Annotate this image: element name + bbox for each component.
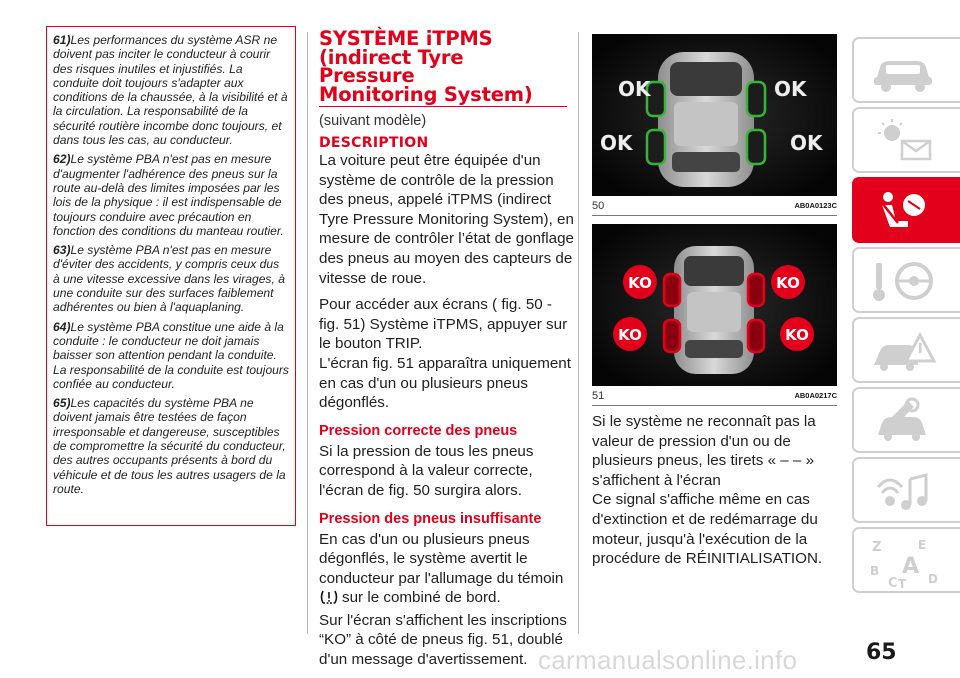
tab-multimedia[interactable] (852, 457, 960, 523)
figure-51-tpms-ko (592, 224, 837, 386)
section-title: SYSTÈME iTPMS (indirect Tyre Pressure Monitoring System) (319, 27, 533, 106)
svg-text:D: D (928, 572, 938, 586)
main-column (319, 27, 575, 670)
subheading-correct-pressure: Pression correcte des pneus (319, 422, 518, 439)
paragraph: Ce signal s'affiche même en cas d'extinction et de redémarrage du moteur, jusqu'à l'exécution de la procédure de RÉINITIALISATION. (592, 491, 823, 568)
tire-rear-right (747, 130, 765, 164)
column-divider (307, 32, 308, 634)
svg-text:A: A (902, 554, 920, 579)
warning-note: 65)Les capacités du système PBA ne doivent jamais être testées de façon irresponsable et dangereuse, susceptibles de compromettre la sécurité du conducteur, des autres occupants présents à bord du véhicule et de tous les autres usagers de la route. (53, 396, 286, 496)
tire-rear-right (748, 320, 764, 352)
page-number: 65 (866, 640, 897, 665)
multimedia-icon (868, 467, 938, 515)
car-topview-ko (592, 224, 837, 386)
paragraph: Si la pression de tous les pneus correspond à la valeur correcte, l'écran de fig. 50 surgira alors. (319, 442, 534, 499)
warning-note: 61)Les performances du système ASR ne doivent pas inciter le conducteur à courir des risques inutiles et injustifiés. La conduite doit toujours s'adapter aux conditions de la chaussée, à la visibilité et à la circulation. La responsabilité de la sécurité routière incombe donc toujours, et dans tous les cas, au conducteur. (53, 33, 288, 148)
warning-note: 62)Le système PBA n'est pas en mesure d'augmenter l'adhérence des pneus sur la route au-delà des limites imposées par les lois de la physique : il est indispensable de toujours conduire avec précaution en fonction des conditions du manteau routier. (53, 152, 284, 238)
paragraph: En cas d'un ou plusieurs pneus dégonflés, le système avertit le conducteur par l'allumage du témoin sur le combiné de bord. (319, 530, 575, 611)
chapter-tabs (852, 37, 960, 597)
tab-index[interactable] (852, 527, 960, 593)
tab-safety[interactable] (852, 177, 960, 243)
tab-emergency[interactable] (852, 317, 960, 383)
tpms-warning-icon (319, 589, 339, 611)
car-topview-ok (592, 34, 837, 196)
svg-text:B: B (870, 564, 880, 578)
svg-text:Z: Z (872, 540, 882, 555)
seatbelt-airbag-icon (868, 187, 938, 235)
tab-car[interactable] (852, 37, 960, 103)
paragraph: Si le système ne reconnaît pas la valeur de pression d'un ou de plusieurs pneus, les tirets « – – » s'affichent à l'écran (592, 413, 816, 489)
watermark: carmanualsonline.info (538, 645, 798, 675)
paragraph: Pour accéder aux écrans ( fig. 50 - fig. 51) Système iTPMS, appuyer sur le bouton TRIP. (319, 296, 568, 353)
tire-status-label: OK (618, 77, 651, 101)
warning-lights-icon (868, 117, 938, 165)
breakdown-triangle-icon (868, 327, 938, 375)
tire-status-label: OK (790, 131, 823, 155)
figure-caption (592, 386, 837, 406)
paragraph: Sur l'écran s'affichent les inscriptions “KO” à côté de pneus fig. 51, doublé d'un message d'avertissement. (319, 611, 567, 669)
car-icon (868, 47, 938, 95)
svg-text:C: C (888, 576, 898, 589)
tire-status-label: KO (628, 274, 652, 292)
tire-status-label: OK (600, 131, 633, 155)
tire-front-left (664, 274, 680, 306)
figure-number: 50 (592, 199, 605, 212)
subtitle: (suivant modèle) (319, 113, 427, 129)
tab-maintenance[interactable] (852, 387, 960, 453)
tab-starting-driving[interactable] (852, 247, 960, 313)
tire-front-right (747, 82, 765, 116)
figure-code: AB0A0123C (794, 201, 837, 210)
figure-code: AB0A0217C (794, 391, 837, 400)
tire-status-label: KO (785, 326, 809, 344)
warning-note: 63)Le système PBA n'est pas en mesure d'éviter des accidents, y compris ceux dus à une vitesse excessive dans les virages, à une conduite sur des surfaces faiblement adhérentes ou bien à l'aquaplaning. (53, 243, 285, 315)
warning-note: 64)Le système PBA constitue une aide à la conduite : le conducteur ne doit jamais baisser son attention pendant la conduite. La responsabilité de la conduite est toujours confiée au conducteur. (53, 319, 289, 391)
paragraph: L'écran fig. 51 apparaîtra uniquement en cas d'un ou plusieurs pneus dégonflés. (319, 354, 571, 412)
column-divider (578, 32, 579, 634)
tire-status-label: KO (776, 274, 800, 292)
figure-50-tpms-ok (592, 34, 837, 196)
tire-rear-left (647, 130, 665, 164)
tire-status-label: OK (774, 77, 807, 101)
tire-status-label: KO (618, 326, 642, 344)
index-icon (868, 537, 948, 589)
figure-number: 51 (592, 389, 605, 402)
right-column (592, 34, 837, 569)
tire-rear-left (664, 320, 680, 352)
tire-front-right (748, 274, 764, 306)
paragraph: La voiture peut être équipée d'un système de contrôle de la pression des pneus, appelé iTPMS (indirect Tyre Pressure Monitoring System), en mesure de contrôler l’état de gonflage des pneus au moyen des capteurs de vitesse de roue. (319, 152, 574, 287)
svg-text:T: T (898, 577, 907, 589)
title-underline (319, 106, 567, 107)
tab-warning-lights[interactable] (852, 107, 960, 173)
figure-caption (592, 196, 837, 216)
wrench-car-icon (868, 397, 938, 445)
subheading-low-pressure: Pression des pneus insuffisante (319, 510, 542, 527)
description-heading: DESCRIPTION (319, 135, 429, 151)
warnings-box (46, 26, 296, 526)
key-steering-icon (868, 257, 938, 305)
svg-text:E: E (918, 538, 927, 552)
